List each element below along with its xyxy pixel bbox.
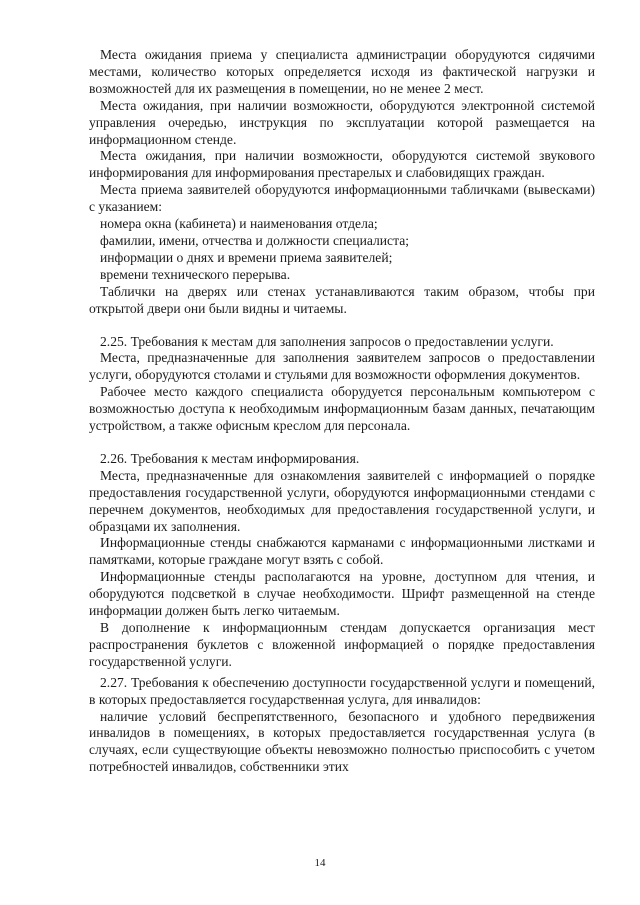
- paragraph-info-places: Места, предназначенные для ознакомления заявителей с информацией о порядке предоставления государственной услуги, оборудуются информационными стендами с перечнем документов, необходимых для предоставления государственной услуги, и образцами их заполнения.: [89, 467, 595, 534]
- list-item: времени технического перерыва.: [100, 266, 291, 282]
- section-heading-2-27: 2.27. Требования к обеспечению доступности государственной услуги и помещений, в которых предоставляется государственная услуга, для инвалидов:: [89, 674, 595, 707]
- section-spacer: [89, 318, 595, 334]
- paragraph-info-stands: Информационные стенды располагаются на уровне, доступном для чтения, и оборудуются подсветкой в случае необходимости. Шрифт размещенной на стенде информации должен быть легко читаемым.: [89, 569, 595, 619]
- paragraph-workplace: Рабочее место каждого специалиста оборудуется персональным компьютером с возможностью доступа к необходимым информационным базам данных, печатающим устройством, а также офисным креслом для персонала.: [89, 384, 595, 434]
- paragraph-door-signs: Таблички на дверях или стенах устанавливаются таким образом, чтобы при открытой двери они были видны и читаемы.: [89, 283, 595, 316]
- list-item: информации о днях и времени приема заявителей;: [100, 249, 393, 265]
- section-spacer: [89, 435, 595, 451]
- paragraph-filling-places: Места, предназначенные для заполнения заявителем запросов о предоставлении услуги, оборудуются столами и стульями для возможности оформления документов.: [89, 350, 595, 383]
- paragraph-audio-system: Места ожидания, при наличии возможности, оборудуются системой звукового информирования для информирования престарелых и слабовидящих граждан.: [89, 148, 595, 181]
- paragraph-waiting-seats: Места ожидания приема у специалиста администрации оборудуются сидячими местами, количество которых определяется исходя из фактической нагрузки и возможностей для их размещения в помещении, но не менее 2 мест.: [89, 47, 595, 96]
- page-content: [89, 47, 595, 776]
- section-heading-2-25: 2.25. Требования к местам для заполнения запросов о предоставлении услуги.: [100, 333, 554, 349]
- section-heading-2-26: 2.26. Требования к местам информирования.: [100, 450, 360, 466]
- page-number: 14: [314, 857, 326, 869]
- paragraph-signs: Места приема заявителей оборудуются информационными табличками (вывесками) с указанием:: [89, 182, 595, 215]
- paragraph-info-pockets: Информационные стенды снабжаются карманами с информационными листками и памятками, которые граждане могут взять с собой.: [89, 535, 595, 568]
- paragraph-accessibility: наличие условий беспрепятственного, безопасного и удобного передвижения инвалидов в помещениях, в которых предоставляется государственная услуга (в случаях, если существующие объекты невозможно полностью приспособить с учетом потребностей инвалидов, собственники этих: [89, 708, 595, 775]
- paragraph-queue-system: Места ожидания, при наличии возможности, оборудуются электронной системой управления очередью, инструкция по эксплуатации которой размещается на информационном стенде.: [89, 97, 595, 147]
- list-item: номера окна (кабинета) и наименования отдела;: [100, 216, 378, 232]
- list-item: фамилии, имени, отчества и должности специалиста;: [100, 232, 410, 248]
- paragraph-booklets: В дополнение к информационным стендам допускается организация мест распространения буклетов с вложенной информацией о порядке предоставления государственной услуги.: [89, 620, 595, 669]
